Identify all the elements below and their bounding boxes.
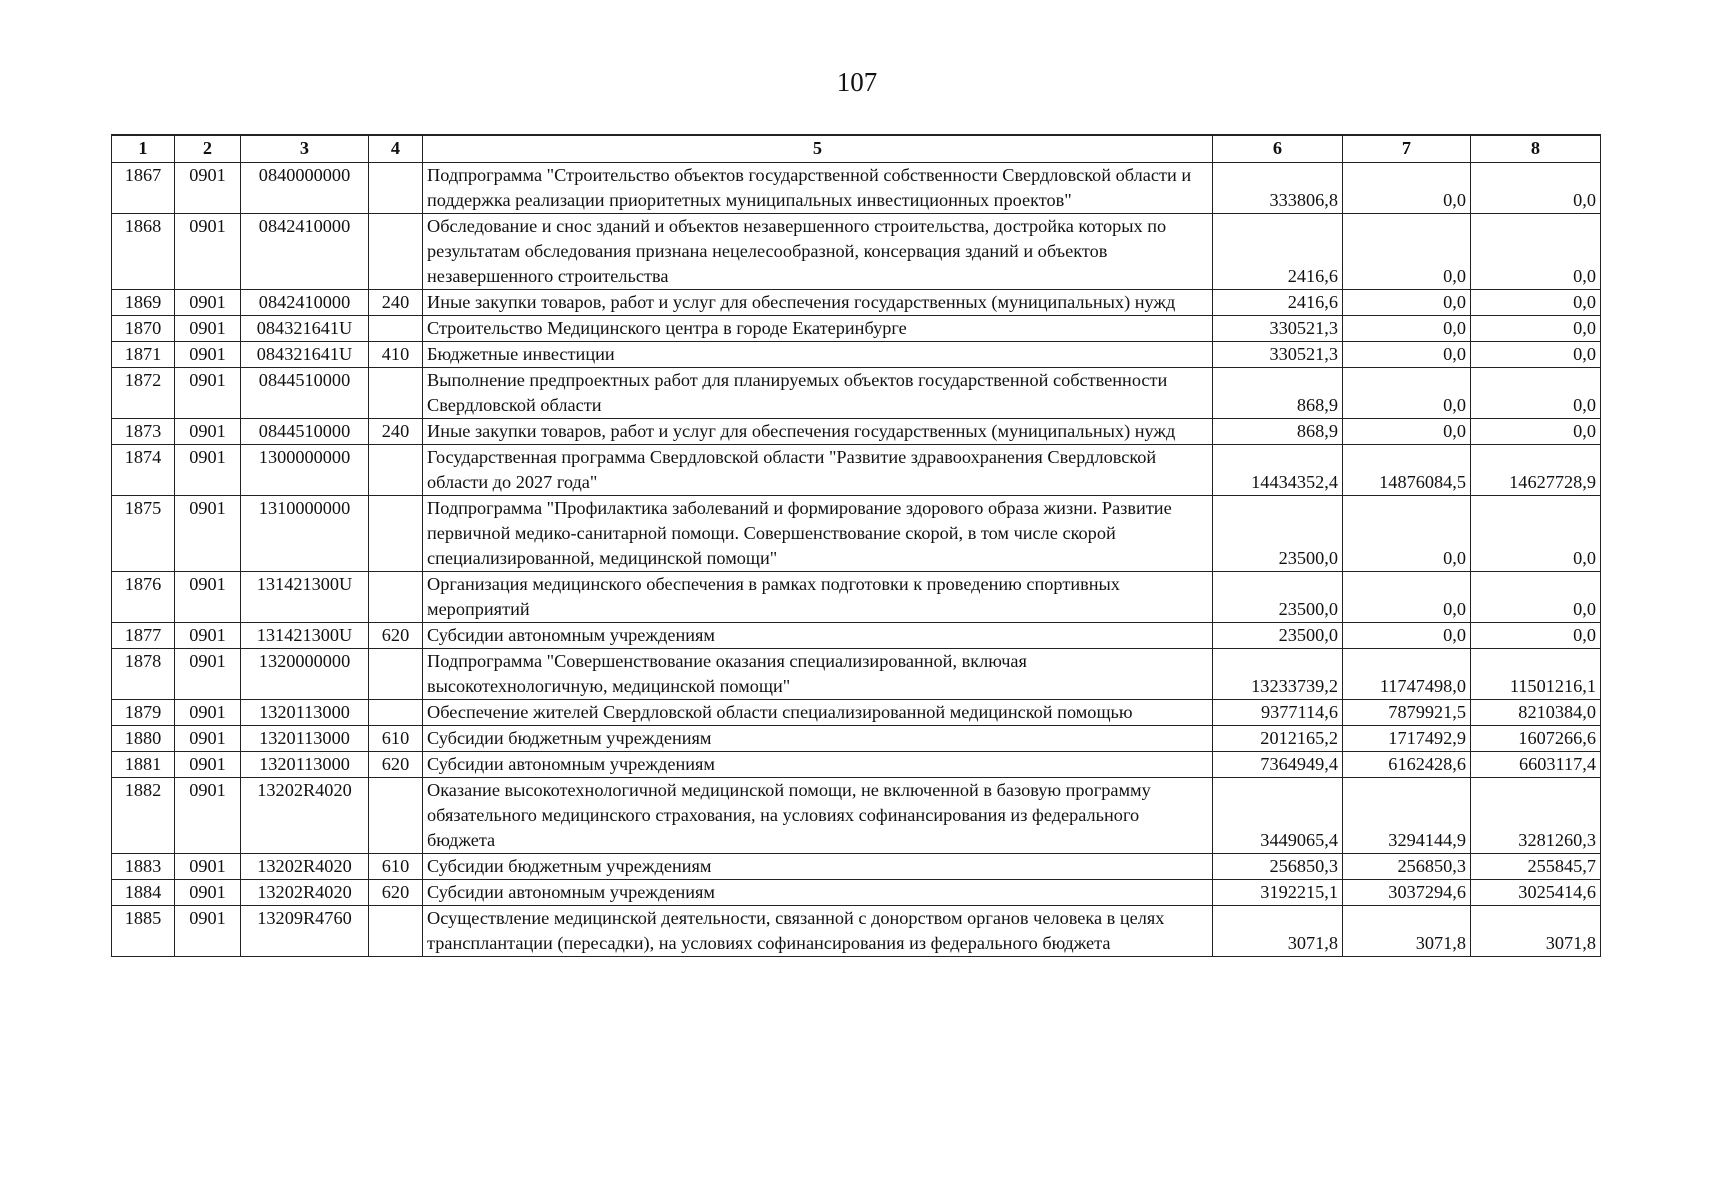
page-number: 107 bbox=[836, 67, 878, 97]
amount-cell: 0,0 bbox=[1343, 163, 1471, 214]
target-code-cell: 0840000000 bbox=[241, 163, 369, 214]
table-body bbox=[112, 163, 1601, 957]
amount-cell: 0,0 bbox=[1343, 419, 1471, 445]
row-number-cell: 1867 bbox=[112, 163, 175, 214]
section-code-cell: 0901 bbox=[175, 368, 241, 419]
item-name-cell: Выполнение предпроектных работ для планируемых объектов государственной собственности Свердловской области bbox=[423, 368, 1213, 419]
amount-cell: 256850,3 bbox=[1213, 854, 1343, 880]
amount-cell: 330521,3 bbox=[1213, 342, 1343, 368]
target-code-cell: 0842410000 bbox=[241, 290, 369, 316]
amount-cell: 0,0 bbox=[1343, 368, 1471, 419]
amount-cell: 14434352,4 bbox=[1213, 445, 1343, 496]
amount-cell: 2416,6 bbox=[1213, 214, 1343, 290]
target-code-cell: 13202R4020 bbox=[241, 854, 369, 880]
section-code-cell: 0901 bbox=[175, 906, 241, 957]
expense-type-cell bbox=[369, 214, 423, 290]
amount-cell: 3281260,3 bbox=[1471, 778, 1601, 854]
section-code-cell: 0901 bbox=[175, 163, 241, 214]
column-header: 8 bbox=[1471, 135, 1601, 163]
target-code-cell: 0842410000 bbox=[241, 214, 369, 290]
column-header: 5 bbox=[423, 135, 1213, 163]
table-row bbox=[112, 623, 1601, 649]
expense-type-cell bbox=[369, 316, 423, 342]
expense-type-cell bbox=[369, 496, 423, 572]
amount-cell: 255845,7 bbox=[1471, 854, 1601, 880]
target-code-cell: 1320113000 bbox=[241, 726, 369, 752]
table-row bbox=[112, 778, 1601, 854]
amount-cell: 0,0 bbox=[1471, 496, 1601, 572]
expense-type-cell: 620 bbox=[369, 752, 423, 778]
expense-type-cell bbox=[369, 700, 423, 726]
section-code-cell: 0901 bbox=[175, 880, 241, 906]
row-number-cell: 1873 bbox=[112, 419, 175, 445]
expense-type-cell: 410 bbox=[369, 342, 423, 368]
target-code-cell: 1320113000 bbox=[241, 752, 369, 778]
table-row bbox=[112, 368, 1601, 419]
amount-cell: 0,0 bbox=[1471, 316, 1601, 342]
amount-cell: 0,0 bbox=[1343, 572, 1471, 623]
section-code-cell: 0901 bbox=[175, 649, 241, 700]
item-name-cell: Обследование и снос зданий и объектов незавершенного строительства, достройка которых по результатам обследования признана нецелесообразной, консервация зданий и объектов незавершенного строительства bbox=[423, 214, 1213, 290]
item-name-cell: Иные закупки товаров, работ и услуг для обеспечения государственных (муниципальных) нужд bbox=[423, 290, 1213, 316]
budget-table bbox=[111, 134, 1601, 957]
expense-type-cell: 620 bbox=[369, 880, 423, 906]
amount-cell: 13233739,2 bbox=[1213, 649, 1343, 700]
amount-cell: 0,0 bbox=[1471, 419, 1601, 445]
amount-cell: 0,0 bbox=[1471, 368, 1601, 419]
expense-type-cell bbox=[369, 163, 423, 214]
amount-cell: 0,0 bbox=[1343, 496, 1471, 572]
row-number-cell: 1884 bbox=[112, 880, 175, 906]
amount-cell: 3071,8 bbox=[1213, 906, 1343, 957]
row-number-cell: 1874 bbox=[112, 445, 175, 496]
row-number-cell: 1870 bbox=[112, 316, 175, 342]
amount-cell: 3449065,4 bbox=[1213, 778, 1343, 854]
item-name-cell: Осуществление медицинской деятельности, связанной с донорством органов человека в целях трансплантации (пересадки), на условиях софинансирования из федерального бюджета bbox=[423, 906, 1213, 957]
amount-cell: 330521,3 bbox=[1213, 316, 1343, 342]
expense-type-cell: 240 bbox=[369, 290, 423, 316]
item-name-cell: Иные закупки товаров, работ и услуг для обеспечения государственных (муниципальных) нужд bbox=[423, 419, 1213, 445]
table-row bbox=[112, 752, 1601, 778]
section-code-cell: 0901 bbox=[175, 623, 241, 649]
section-code-cell: 0901 bbox=[175, 214, 241, 290]
section-code-cell: 0901 bbox=[175, 316, 241, 342]
expense-type-cell: 620 bbox=[369, 623, 423, 649]
amount-cell: 14876084,5 bbox=[1343, 445, 1471, 496]
amount-cell: 0,0 bbox=[1471, 214, 1601, 290]
expense-type-cell: 610 bbox=[369, 726, 423, 752]
target-code-cell: 1300000000 bbox=[241, 445, 369, 496]
target-code-cell: 0844510000 bbox=[241, 368, 369, 419]
amount-cell: 3037294,6 bbox=[1343, 880, 1471, 906]
target-code-cell: 131421300U bbox=[241, 572, 369, 623]
amount-cell: 8210384,0 bbox=[1471, 700, 1601, 726]
target-code-cell: 084321641U bbox=[241, 316, 369, 342]
amount-cell: 0,0 bbox=[1343, 316, 1471, 342]
expense-type-cell: 240 bbox=[369, 419, 423, 445]
table-row bbox=[112, 906, 1601, 957]
row-number-cell: 1878 bbox=[112, 649, 175, 700]
target-code-cell: 13202R4020 bbox=[241, 880, 369, 906]
amount-cell: 868,9 bbox=[1213, 368, 1343, 419]
expense-type-cell bbox=[369, 445, 423, 496]
target-code-cell: 0844510000 bbox=[241, 419, 369, 445]
row-number-cell: 1880 bbox=[112, 726, 175, 752]
item-name-cell: Подпрограмма "Профилактика заболеваний и формирование здорового образа жизни. Развитие первичной медико-санитарной помощи. Совершенствование скорой, в том числе скорой специализированной, медицинской помощи" bbox=[423, 496, 1213, 572]
table-row bbox=[112, 163, 1601, 214]
table-row bbox=[112, 572, 1601, 623]
section-code-cell: 0901 bbox=[175, 496, 241, 572]
item-name-cell: Подпрограмма "Строительство объектов государственной собственности Свердловской области и поддержка реализации приоритетных муниципальных инвестиционных проектов" bbox=[423, 163, 1213, 214]
table-row bbox=[112, 290, 1601, 316]
item-name-cell: Подпрограмма "Совершенствование оказания специализированной, включая высокотехнологичную, медицинской помощи" bbox=[423, 649, 1213, 700]
row-number-cell: 1877 bbox=[112, 623, 175, 649]
row-number-cell: 1868 bbox=[112, 214, 175, 290]
amount-cell: 0,0 bbox=[1471, 342, 1601, 368]
amount-cell: 3071,8 bbox=[1471, 906, 1601, 957]
amount-cell: 2416,6 bbox=[1213, 290, 1343, 316]
table-row bbox=[112, 854, 1601, 880]
item-name-cell: Субсидии автономным учреждениям bbox=[423, 880, 1213, 906]
row-number-cell: 1869 bbox=[112, 290, 175, 316]
amount-cell: 14627728,9 bbox=[1471, 445, 1601, 496]
expense-type-cell: 610 bbox=[369, 854, 423, 880]
item-name-cell: Строительство Медицинского центра в городе Екатеринбурге bbox=[423, 316, 1213, 342]
column-header: 2 bbox=[175, 135, 241, 163]
column-header: 7 bbox=[1343, 135, 1471, 163]
row-number-cell: 1883 bbox=[112, 854, 175, 880]
expense-type-cell bbox=[369, 649, 423, 700]
table-row bbox=[112, 214, 1601, 290]
amount-cell: 6162428,6 bbox=[1343, 752, 1471, 778]
row-number-cell: 1879 bbox=[112, 700, 175, 726]
table-row bbox=[112, 649, 1601, 700]
item-name-cell: Обеспечение жителей Свердловской области специализированной медицинской помощью bbox=[423, 700, 1213, 726]
target-code-cell: 13209R4760 bbox=[241, 906, 369, 957]
row-number-cell: 1875 bbox=[112, 496, 175, 572]
amount-cell: 0,0 bbox=[1343, 623, 1471, 649]
section-code-cell: 0901 bbox=[175, 752, 241, 778]
amount-cell: 11747498,0 bbox=[1343, 649, 1471, 700]
amount-cell: 0,0 bbox=[1343, 342, 1471, 368]
target-code-cell: 1320113000 bbox=[241, 700, 369, 726]
table-row bbox=[112, 316, 1601, 342]
item-name-cell: Субсидии автономным учреждениям bbox=[423, 623, 1213, 649]
target-code-cell: 1310000000 bbox=[241, 496, 369, 572]
amount-cell: 6603117,4 bbox=[1471, 752, 1601, 778]
section-code-cell: 0901 bbox=[175, 700, 241, 726]
row-number-cell: 1885 bbox=[112, 906, 175, 957]
table-row bbox=[112, 445, 1601, 496]
amount-cell: 0,0 bbox=[1343, 290, 1471, 316]
column-header: 4 bbox=[369, 135, 423, 163]
expense-type-cell bbox=[369, 906, 423, 957]
item-name-cell: Субсидии бюджетным учреждениям bbox=[423, 726, 1213, 752]
amount-cell: 0,0 bbox=[1471, 572, 1601, 623]
section-code-cell: 0901 bbox=[175, 342, 241, 368]
table-row bbox=[112, 342, 1601, 368]
amount-cell: 7879921,5 bbox=[1343, 700, 1471, 726]
section-code-cell: 0901 bbox=[175, 854, 241, 880]
column-header: 6 bbox=[1213, 135, 1343, 163]
amount-cell: 23500,0 bbox=[1213, 623, 1343, 649]
expense-type-cell bbox=[369, 778, 423, 854]
amount-cell: 256850,3 bbox=[1343, 854, 1471, 880]
section-code-cell: 0901 bbox=[175, 572, 241, 623]
amount-cell: 868,9 bbox=[1213, 419, 1343, 445]
section-code-cell: 0901 bbox=[175, 419, 241, 445]
expense-type-cell bbox=[369, 572, 423, 623]
amount-cell: 1607266,6 bbox=[1471, 726, 1601, 752]
amount-cell: 11501216,1 bbox=[1471, 649, 1601, 700]
amount-cell: 23500,0 bbox=[1213, 572, 1343, 623]
amount-cell: 3192215,1 bbox=[1213, 880, 1343, 906]
expense-type-cell bbox=[369, 368, 423, 419]
item-name-cell: Субсидии бюджетным учреждениям bbox=[423, 854, 1213, 880]
section-code-cell: 0901 bbox=[175, 726, 241, 752]
target-code-cell: 1320000000 bbox=[241, 649, 369, 700]
table-row bbox=[112, 726, 1601, 752]
table-row bbox=[112, 419, 1601, 445]
amount-cell: 0,0 bbox=[1471, 290, 1601, 316]
amount-cell: 3071,8 bbox=[1343, 906, 1471, 957]
amount-cell: 0,0 bbox=[1471, 623, 1601, 649]
amount-cell: 2012165,2 bbox=[1213, 726, 1343, 752]
section-code-cell: 0901 bbox=[175, 445, 241, 496]
row-number-cell: 1876 bbox=[112, 572, 175, 623]
amount-cell: 3025414,6 bbox=[1471, 880, 1601, 906]
amount-cell: 0,0 bbox=[1471, 163, 1601, 214]
amount-cell: 9377114,6 bbox=[1213, 700, 1343, 726]
column-header: 3 bbox=[241, 135, 369, 163]
amount-cell: 3294144,9 bbox=[1343, 778, 1471, 854]
item-name-cell: Государственная программа Свердловской области "Развитие здравоохранения Свердловской области до 2027 года" bbox=[423, 445, 1213, 496]
row-number-cell: 1872 bbox=[112, 368, 175, 419]
row-number-cell: 1871 bbox=[112, 342, 175, 368]
table-row bbox=[112, 496, 1601, 572]
target-code-cell: 084321641U bbox=[241, 342, 369, 368]
row-number-cell: 1882 bbox=[112, 778, 175, 854]
section-code-cell: 0901 bbox=[175, 778, 241, 854]
table-header-row bbox=[112, 135, 1601, 163]
table-row bbox=[112, 880, 1601, 906]
table-row bbox=[112, 700, 1601, 726]
item-name-cell: Оказание высокотехнологичной медицинской помощи, не включенной в базовую программу обязательного медицинского страхования, на условиях софинансирования из федерального бюджета bbox=[423, 778, 1213, 854]
target-code-cell: 13202R4020 bbox=[241, 778, 369, 854]
amount-cell: 333806,8 bbox=[1213, 163, 1343, 214]
amount-cell: 23500,0 bbox=[1213, 496, 1343, 572]
amount-cell: 0,0 bbox=[1343, 214, 1471, 290]
row-number-cell: 1881 bbox=[112, 752, 175, 778]
column-header: 1 bbox=[112, 135, 175, 163]
amount-cell: 7364949,4 bbox=[1213, 752, 1343, 778]
item-name-cell: Субсидии автономным учреждениям bbox=[423, 752, 1213, 778]
section-code-cell: 0901 bbox=[175, 290, 241, 316]
target-code-cell: 131421300U bbox=[241, 623, 369, 649]
item-name-cell: Бюджетные инвестиции bbox=[423, 342, 1213, 368]
amount-cell: 1717492,9 bbox=[1343, 726, 1471, 752]
item-name-cell: Организация медицинского обеспечения в рамках подготовки к проведению спортивных мероприятий bbox=[423, 572, 1213, 623]
